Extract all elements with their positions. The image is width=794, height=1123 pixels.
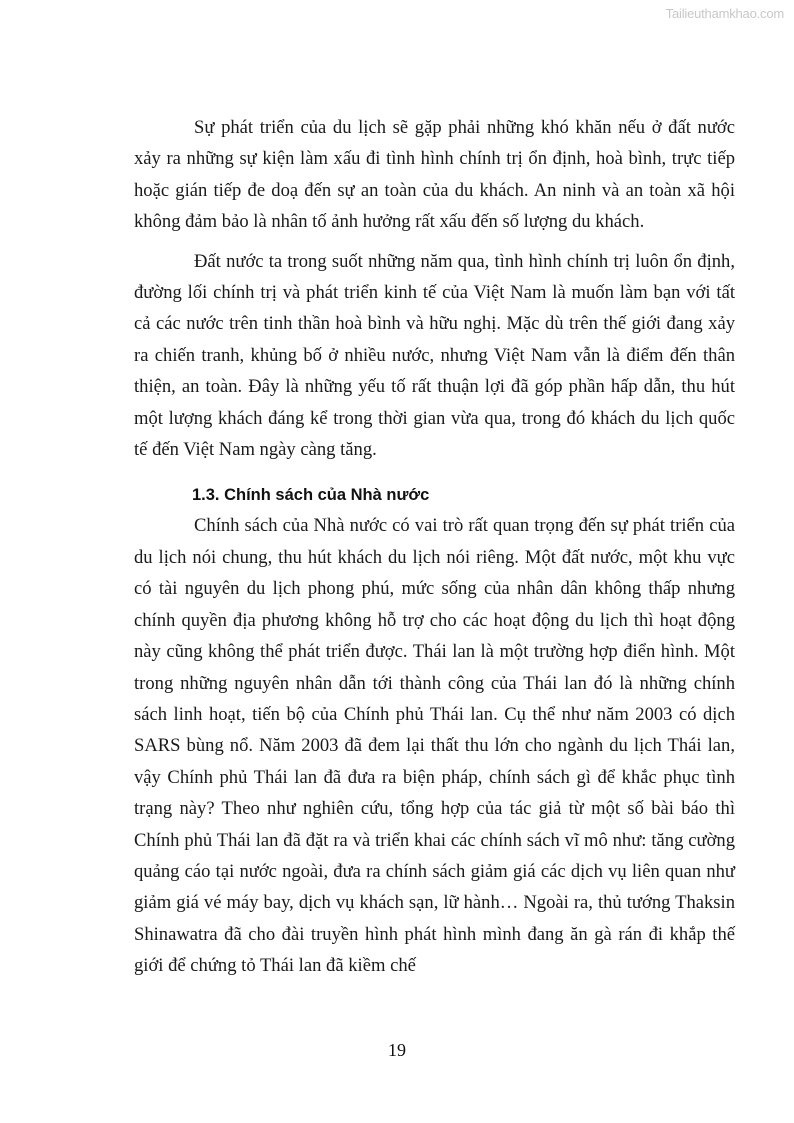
page-number: 19 [388, 1040, 406, 1060]
document-body [134, 112, 735, 982]
paragraph-vietnam-stability: Đất nước ta trong suốt những năm qua, tình hình chính trị luôn ổn định, đường lối chính trị và phát triển kinh tế của Việt Nam là muốn làm bạn với tất cả các nước trên tinh thần hoà bình và hữu nghị. Mặc dù trên thế giới đang xảy ra chiến tranh, khủng bố ở nhiều nước, nhưng Việt Nam vẫn là điểm đến thân thiện, an toàn. Đây là những yếu tố rất thuận lợi đã góp phần hấp dẫn, thu hút một lượng khách đáng kể trong thời gian vừa qua, trong đó khách du lịch quốc tế đến Việt Nam ngày càng tăng. [134, 250, 735, 461]
paragraph-state-policy: Chính sách của Nhà nước có vai trò rất quan trọng đến sự phát triển của du lịch nói chung, thu hút khách du lịch nói riêng. Một đất nước, một khu vực có tài nguyên du lịch phong phú, mức sống của nhân dân không thấp nhưng chính quyền địa phương không hỗ trợ cho các hoạt động du lịch thì hoạt động này cũng không thể phát triển được. Thái lan là một trường hợp điển hình. Một trong những nguyên nhân dẫn tới thành công của Thái lan đó là những chính sách linh hoạt, tiến bộ của Chính phủ Thái lan. Cụ thể như năm 2003 có dịch SARS bùng nổ. Năm 2003 đã đem lại thất thu lớn cho ngành du lịch Thái lan, vậy Chính phủ Thái lan đã đưa ra biện pháp, chính sách gì để khắc phục tình trạng này? Theo như nghiên cứu, tổng hợp của tác giả từ một số bài báo thì Chính phủ Thái lan đã đặt ra và triển khai các chính sách vĩ mô như: tăng cường quảng cáo tại nước ngoài, đưa ra chính sách giảm giá các dịch vụ liên quan như giảm giá vé máy bay, dịch vụ khách sạn, lữ hành… Ngoài ra, thủ tướng Thaksin Shinawatra đã cho đài truyền hình phát hình mình đang ăn gà rán đi khắp thế giới để chứng tỏ Thái lan đã kiềm chế [134, 515, 735, 977]
watermark: Tailieuthamkhao.com [665, 6, 784, 21]
paragraph-security: Sự phát triển của du lịch sẽ gặp phải những khó khăn nếu ở đất nước xảy ra những sự kiện làm xấu đi tình hình chính trị ổn định, hoà bình, trực tiếp hoặc gián tiếp đe doạ đến sự an toàn của du khách. An ninh và an toàn xã hội không đảm bảo là nhân tố ảnh hưởng rất xấu đến số lượng du khách. [134, 117, 735, 233]
section-heading: 1.3. Chính sách của Nhà nước [192, 486, 430, 505]
